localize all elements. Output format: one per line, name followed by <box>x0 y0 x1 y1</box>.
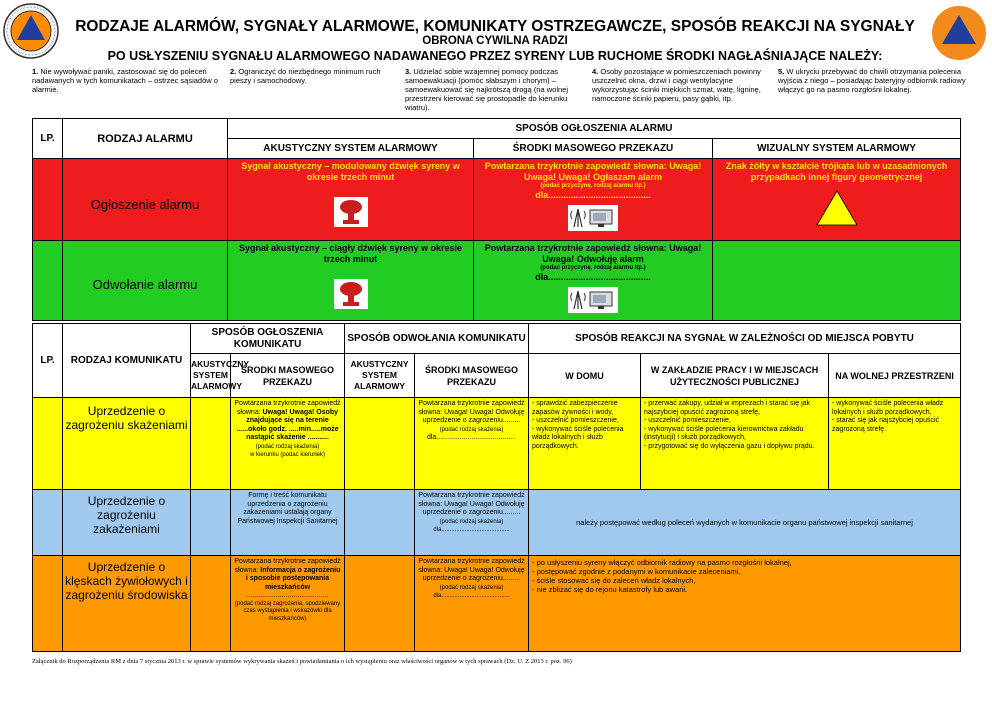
media-note: (podać przyczynę, rodzaj alarmu itp.) <box>540 183 646 189</box>
col-media-header: ŚRODKI MASOWEGO PRZEKAZU <box>415 354 529 398</box>
media-dla: dla......................................... <box>535 272 651 282</box>
kom-reaction-header: SPOSÓB REAKCJI NA SYGNAŁ W ZALEŻNOŚCI OD MIEJSCA POBYTU <box>529 324 961 354</box>
kom-name: Uprzedzenie o zagrożeniu zakażeniami <box>63 490 191 556</box>
media-note: (podać przyczynę, rodzaj alarmu itp.) <box>540 265 646 271</box>
col-home-header: W DOMU <box>529 354 641 398</box>
announce-text: Formę i treść komunikatu uprzedzenia o zagrożeniu zakażeniami ustalają organy Państwowej Inspekcji Sanitarnej <box>231 490 345 556</box>
kom-cancel-header: SPOSÓB ODWOŁANIA KOMUNIKATU <box>345 324 529 354</box>
advice-4: 4. Osoby pozostające w pomieszczeniach powinny uszczelnić okna, drzwi i ciągi wentylacyjne wykorzystując ścinki miękkich szmat, watę, ligninę, namoczone ścinki papieru, pasy gąbki, itp. <box>592 67 761 103</box>
kom-announce-header: SPOSÓB OGŁOSZENIA KOMUNIKATU <box>191 324 345 354</box>
media-text: Powtarzana trzykrotnie zapowiedź słowna: Uwaga! Uwaga! Uwaga! Ogłaszam alarm <box>484 161 702 182</box>
reaction-home: - sprawdzić zabezpieczenie zapasów żywności i wody, - uszczelnić pomieszczenie, - wykonywać ściśle polecenia władz lokalnych i służb porządkowych. <box>529 398 641 490</box>
radio-tv-icon <box>474 287 712 313</box>
radio-tv-icon <box>474 205 712 231</box>
siren-icon <box>228 279 473 309</box>
advice-2: 2. Ograniczyć do niezbędnego minimum ruch pieszy i samochodowy. <box>230 67 381 85</box>
col-acoustic-header: AKUSTYCZNY SYSTEM ALARMOWY <box>228 139 474 159</box>
acoustic-text: Sygnał akustyczny – modulowany dźwięk syreny w okresie trzech minut <box>241 161 460 182</box>
cancel-note: (podać rodzaj skażenia) <box>439 426 504 433</box>
alarm-type-header: RODZAJ ALARMU <box>63 119 228 159</box>
col-workplace-header: W ZAKŁADZIE PRACY I W MIEJSCACH UŻYTECZNOŚCI PUBLICZNEJ <box>641 354 829 398</box>
alarm-table <box>32 118 961 321</box>
cancel-note: (podać rodzaj skażenia) <box>439 518 504 525</box>
announce-note: (podać rodzaj skażenia) <box>255 443 320 450</box>
footer-note: Załącznik do Rozporządzenia RM z dnia 7 stycznia 2013 r. w sprawie systemów wykrywania skażeń i powiadamiania o ich wystąpieniu oraz właściwości organów w tych sprawach (Dz. U. Z 2013 r. poz. 96) <box>32 658 572 665</box>
media-text: Powtarzana trzykrotnie zapowiedź słowna: Uwaga! Uwaga! Odwołuję alarm <box>484 243 702 264</box>
kom-row-infection <box>33 490 961 556</box>
advice-5: 5. W ukryciu przebywać do chwili otrzymania polecenia wyjścia z niego – posiadając bateryjny odbiornik radiowy włączyć go na pasmo rozgłośni lokalnej. <box>778 67 966 94</box>
kom-name: Uprzedzenie o klęskach żywiołowych i zagrożeniu środowiska <box>63 556 191 652</box>
col-media-header: ŚRODKI MASOWEGO PRZEKAZU <box>231 354 345 398</box>
cancel-dla: dla......................................... <box>426 434 517 441</box>
kom-row-disaster <box>33 556 961 652</box>
cancel-dla: dla......................................... <box>433 527 510 533</box>
kom-lp-header: LP. <box>33 324 63 398</box>
col-visual-header: WIZUALNY SYSTEM ALARMOWY <box>713 139 961 159</box>
civil-defense-logo-right <box>931 5 987 61</box>
page-subtitle: OBRONA CYWILNA RADZI <box>422 35 568 47</box>
cancel-text: Powtarzana trzykrotnie zapowiedź słowna: Uwaga! Uwaga! Odwołuję uprzedzenie o zagrożeniu......... <box>418 492 525 516</box>
cancel-dla: dla......................................... <box>433 593 510 599</box>
visual-text: Znak żółty w kształcie trójkąta lub w uzasadnionych przypadkach innej figury geometrycznej <box>725 161 948 182</box>
media-dla: dla......................................... <box>535 190 651 200</box>
col-acoustic-header: AKUSTYCZNY SYSTEM ALARMOWY <box>191 354 231 398</box>
advice-3: 3. Udzielać sobie wzajemnej pomocy podczas samoewakuacji (pomóc słabszym i chorym) – samoewakuować się najkrótszą drogą (na wolnej przestrzeni kierować się prostopadle do kierunku wiatru). <box>405 67 569 112</box>
alarm-row-announce <box>33 159 961 241</box>
alarm-name: Odwołanie alarmu <box>63 241 228 321</box>
kom-type-header: RODZAJ KOMUNIKATU <box>63 324 191 398</box>
alarm-method-header: SPOSÓB OGŁOSZENIA ALARMU <box>228 119 961 139</box>
page-title: RODZAJE ALARMÓW, SYGNAŁY ALARMOWE, KOMUNIKATY OSTRZEGAWCZE, SPOSÓB REAKCJI NA SYGNAŁY <box>75 18 915 35</box>
kom-row-contamination <box>33 398 961 490</box>
reaction-all: - po usłyszeniu syreny włączyć odbiornik radiowy na pasmo rozgłośni lokalnej, - postępować zgodnie z podanymi w komunikacie zaleceniami, - ściśle stosować się do zaleceń władz lokalnych, - nie zbliżać się do rejonu katastrofy lub awarii. <box>529 556 961 652</box>
yellow-triangle-icon <box>713 189 960 227</box>
civil-defense-logo-left <box>2 2 60 60</box>
communique-table <box>32 323 961 652</box>
cancel-note: (podać rodzaj skażenia) <box>439 584 504 591</box>
announce-text: Powtarzana trzykrotnie zapowiedź słowna: <box>234 400 341 416</box>
kom-name: Uprzedzenie o zagrożeniu skażeniami <box>63 398 191 490</box>
alarm-name: Ogłoszenie alarmu <box>63 159 228 241</box>
page-subtitle-2: PO USŁYSZENIU SYGNAŁU ALARMOWEGO NADAWANEGO PRZEZ SYRENY LUB RUCHOME ŚRODKI NAGŁAŚNIAJĄCE NALEŻY: <box>107 49 883 63</box>
acoustic-text: Sygnał akustyczny – ciągły dźwięk syreny w okresie trzech minut <box>238 243 463 264</box>
reaction-workplace: - przerwać zakupy, udział w imprezach i starać się jak najszybciej opuścić zagrożoną strefę, - uszczelnić pomieszczenie, - wykonywać ściśle polecenia kierownictwa zakładu (instytucji) i służb porządkowych, - przygotować się do wyłączenia gazu i dopływu prądu. <box>641 398 829 490</box>
cancel-text: Powtarzana trzykrotnie zapowiedź słowna: Uwaga! Uwaga! Odwołuję uprzedzenie o zagrożeniu......... <box>418 558 525 582</box>
announce-bold: Uwaga! Uwaga! Osoby znajdujące się na terenie ......około godz. .....min.....może nastąpić skażenie ........... <box>236 408 339 441</box>
cancel-text: Powtarzana trzykrotnie zapowiedź słowna: Uwaga! Uwaga! Odwołuję uprzedzenie o zagrożeniu......... <box>418 400 525 424</box>
col-open-space-header: NA WOLNEJ PRZESTRZENI <box>829 354 961 398</box>
announce-note: (podać rodzaj zagrożenia, spodziewany czas wystąpienia i wskazówki dla mieszkańców) <box>234 600 341 622</box>
announce-direction: w kierunku (podać kierunek) <box>249 452 326 458</box>
announce-text: Powtarzana trzykrotnie zapowiedź słowna: <box>234 558 341 574</box>
advice-1: 1. Nie wywoływać paniki, zastosować się do poleceń nadawanych w tych komunikatach – ostrzec sąsiadów o alarmie. <box>32 67 218 94</box>
announce-dots: .......................................... <box>246 592 329 599</box>
reaction-open-space: - wykonywać ściśle polecenia władz lokalnych i służb porządkowych, - starać się jak najszybciej opuścić zagrożoną strefę. <box>829 398 961 490</box>
alarm-lp-header: LP. <box>33 119 63 159</box>
col-acoustic-header: AKUSTYCZNY SYSTEM ALARMOWY <box>345 354 415 398</box>
siren-icon <box>228 197 473 227</box>
alarm-row-cancel <box>33 241 961 321</box>
announce-bold: Informacja o zagrożeniu i sposobie postępowania mieszkańców <box>245 566 341 591</box>
reaction-all: należy postępować według poleceń wydanych w komunikacie organu państwowej inspekcji sanitarnej <box>529 490 961 556</box>
col-media-header: ŚRODKI MASOWEGO PRZEKAZU <box>474 139 713 159</box>
